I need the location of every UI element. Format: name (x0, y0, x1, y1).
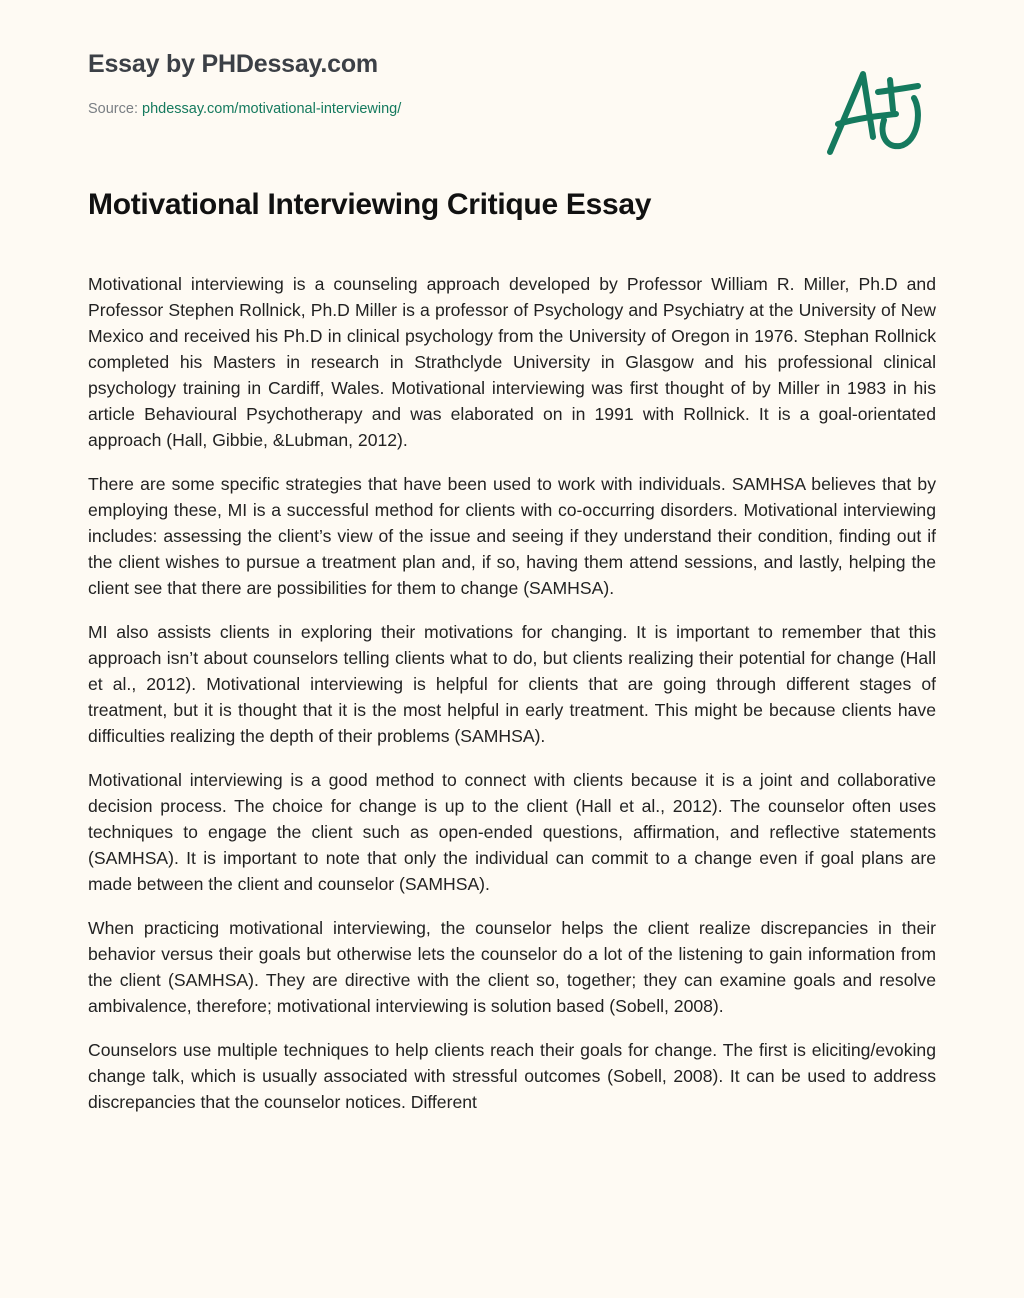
paragraph: Counselors use multiple techniques to help clients reach their goals for change. The first is eliciting/evoking change talk, which is usually associated with stressful outcomes (Sobell, 2008). It can be used to address discrepancies that the counselor notices. Different (88, 1040, 936, 1112)
source-label: Source: (88, 101, 142, 117)
source-link[interactable]: phdessay.com/motivational-interviewing/ (142, 101, 402, 117)
essay-body (88, 271, 936, 1250)
paragraph: When practicing motivational interviewing, the counselor helps the client realize discrepancies in their behavior versus their goals but otherwise lets the counselor do a lot of the listening to gain information from the client (SAMHSA). They are directive with the client so, together; they can examine goals and resolve ambivalence, therefore; motivational interviewing is solution based (Sobell, 2008). (88, 918, 936, 1016)
paragraph: MI also assists clients in exploring their motivations for changing. It is important to remember that this approach isn’t about counselors telling clients what to do, but clients realizing their potential for change (Hall et al., 2012). Motivational interviewing is helpful for clients that are going through different stages of treatment, but it is thought that it is the most helpful in early treatment. This might be because clients have difficulties realizing the depth of their problems (SAMHSA). (88, 622, 936, 746)
source-line (88, 101, 401, 117)
a-plus-grade-icon (818, 62, 938, 162)
page-title: Motivational Interviewing Critique Essay (88, 188, 652, 221)
paragraph: There are some specific strategies that have been used to work with individuals. SAMHSA believes that by employing these, MI is a successful method for clients with co-occurring disorders. Motivational interviewing includes: assessing the client’s view of the issue and seeing if they understand their condition, finding out if the client wishes to pursue a treatment plan and, if so, having them attend sessions, and lastly, helping the client see that there are possibilities for them to change (SAMHSA). (88, 474, 936, 598)
paragraph: Motivational interviewing is a good method to connect with clients because it is a joint and collaborative decision process. The choice for change is up to the client (Hall et al., 2012). The counselor often uses techniques to engage the client such as open-ended questions, affirmation, and reflective statements (SAMHSA). It is important to note that only the individual can commit to a change even if goal plans are made between the client and counselor (SAMHSA). (88, 770, 936, 894)
paragraph: Motivational interviewing is a counseling approach developed by Professor William R. Miller, Ph.D and Professor Stephen Rollnick, Ph.D Miller is a professor of Psychology and Psychiatry at the University of New Mexico and received his Ph.D in clinical psychology from the University of Oregon in 1976. Stephan Rollnick completed his Masters in research in Strathclyde University in Glasgow and his professional clinical psychology training in Cardiff, Wales. Motivational interviewing was first thought of by Miller in 1983 in his article Behavioural Psychotherapy and was elaborated on in 1991 with Rollnick. It is a goal-orientated approach (Hall, Gibbie, &Lubman, 2012). (88, 274, 936, 450)
site-brand: Essay by PHDessay.com (88, 50, 378, 78)
